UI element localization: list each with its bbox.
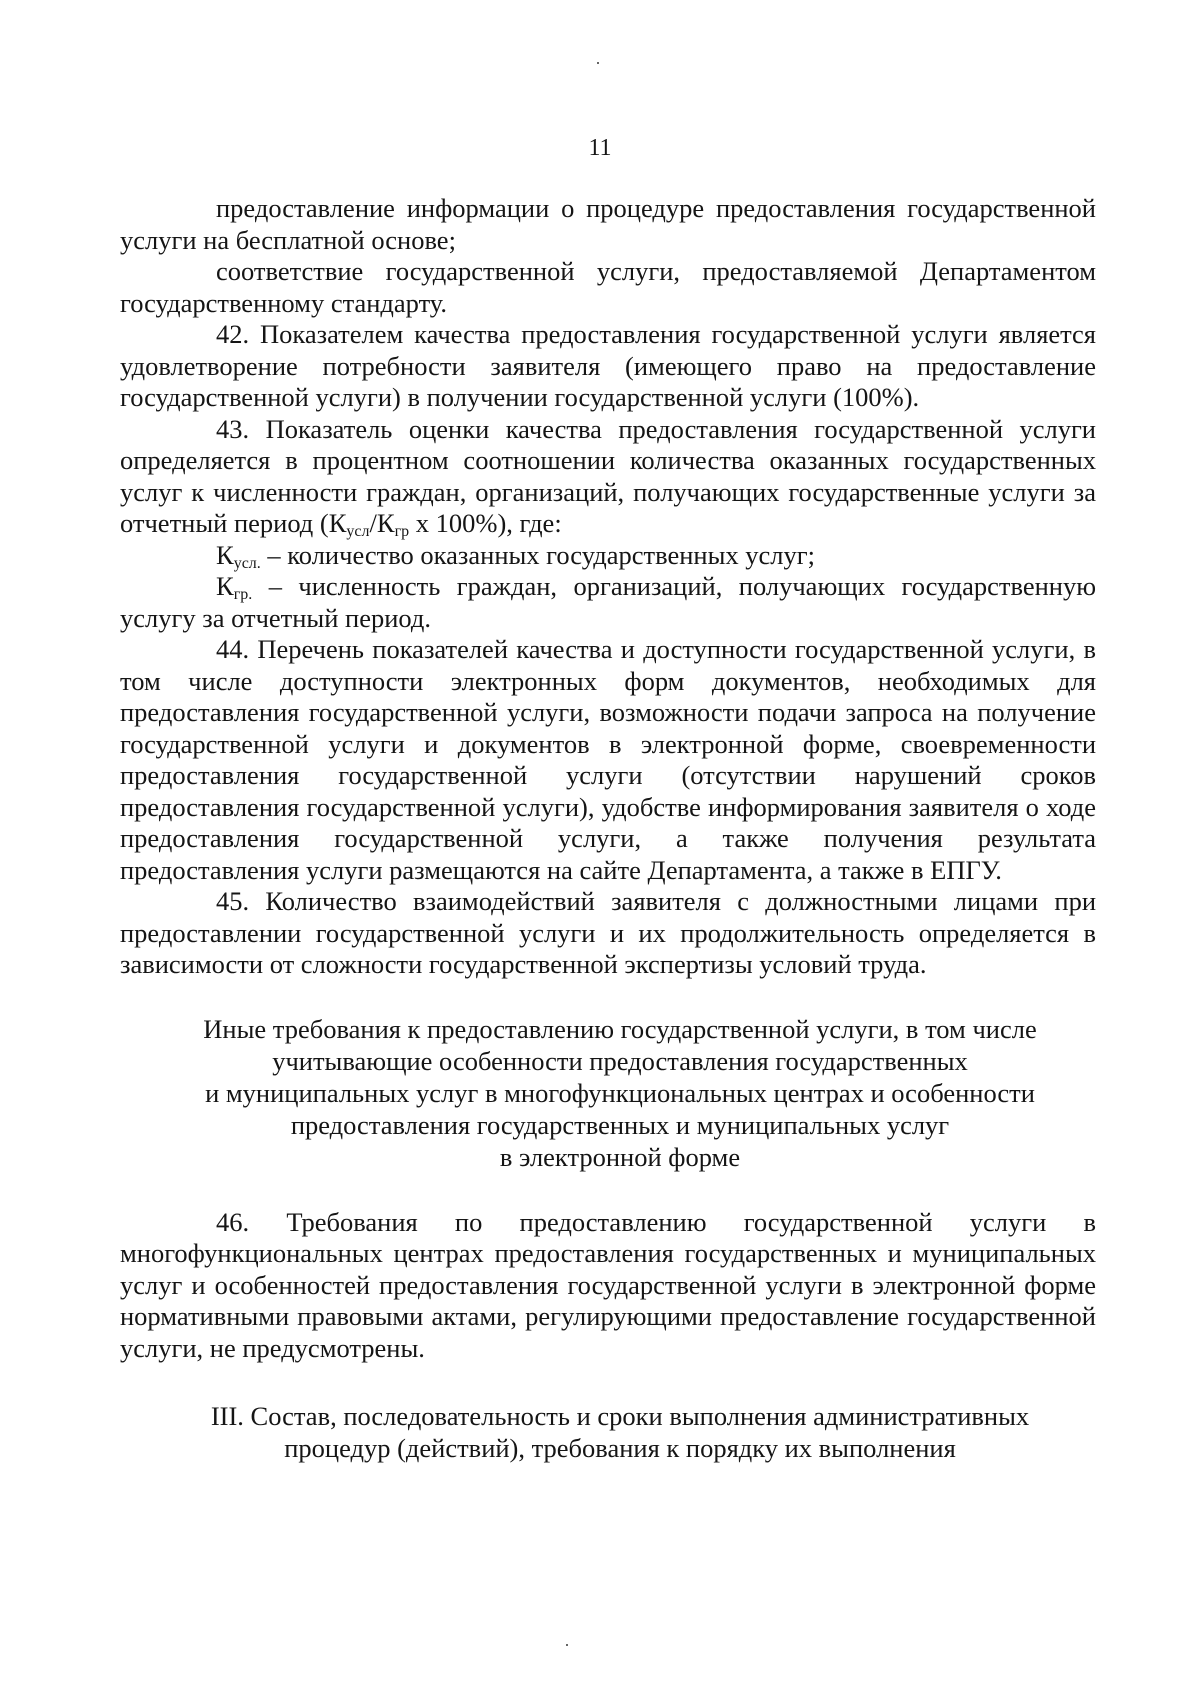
section-heading-iii <box>170 1400 1070 1464</box>
page-number: 11 <box>588 135 612 161</box>
heading-line: процедур (действий), требования к порядку их выполнения <box>284 1433 956 1463</box>
heading-line: предоставления государственных и муниципальных услуг <box>290 1109 950 1140</box>
definition-k-usl: $К_{усл.}$ – количество оказанных государственных услуг; <box>216 539 816 572</box>
paragraph-46: 46. Требования по предоставлению государственной услуги в многофункциональных центрах предоставления государственных и муниципальных услуг и особенностей предоставления государственной услуги в электронной форме нормативными правовыми актами, регулирующими предоставление государственной услуги, не предусмотрены. <box>120 1206 1096 1363</box>
document-body <box>120 193 1096 1498</box>
heading-line: III. Состав, последовательность и сроки выполнения административных <box>210 1401 1030 1431</box>
heading-line: Иные требования к предоставлению государственной услуги, в том числе <box>203 1013 1037 1044</box>
heading-line: учитывающие особенности предоставления государственных <box>272 1045 968 1076</box>
scan-speck <box>566 1644 568 1646</box>
paragraph-45: 45. Количество взаимодействий заявителя с должностными лицами при предоставлении государственной услуги и их продолжительность определяется в зависимости от сложности государственной экспертизы условий труда. <box>120 886 1096 979</box>
paragraph: соответствие государственной услуги, предоставляемой Департаментом государственному стандарту. <box>120 256 1096 318</box>
paragraph-43: 43. Показатель оценки качества предоставления государственной услуги определяется в процентном соотношении количества оказанных государственных услуг к численности граждан, организаций, получающих государственные услуги за отчетный период ($К_{усл}/К_{гр}$ х 100%), где: <box>120 413 1096 540</box>
paragraph-42: 42. Показателем качества предоставления государственной услуги является удовлетворение потребности заявителя (имеющего право на предоставление государственной услуги) в получении государственной услуги (100%). <box>120 319 1096 412</box>
definition-k-gr: $К_{гр.}$ – численность граждан, организаций, получающих государственную услугу за отчетный период. <box>120 571 1096 633</box>
scan-speck <box>597 62 599 64</box>
heading-line: в электронной форме <box>499 1141 741 1172</box>
paragraph: предоставление информации о процедуре предоставления государственной услуги на бесплатной основе; <box>120 193 1096 255</box>
section-heading-other-requirements <box>170 1013 1070 1173</box>
heading-line: и муниципальных услуг в многофункциональных центрах и особенности <box>205 1077 1035 1108</box>
paragraph-44: 44. Перечень показателей качества и доступности государственной услуги, в том числе доступности электронных форм документов, необходимых для предоставления государственной услуги, возможности подачи запроса на получение государственной услуги и документов в электронной форме, своевременности предоставления государственной услуги (отсутствии нарушений сроков предоставления государственной услуги), удобстве информирования заявителя о ходе предоставления государственной услуги, а также получения результата предоставления услуги размещаются на сайте Департамента, а также в ЕПГУ. <box>120 634 1096 885</box>
